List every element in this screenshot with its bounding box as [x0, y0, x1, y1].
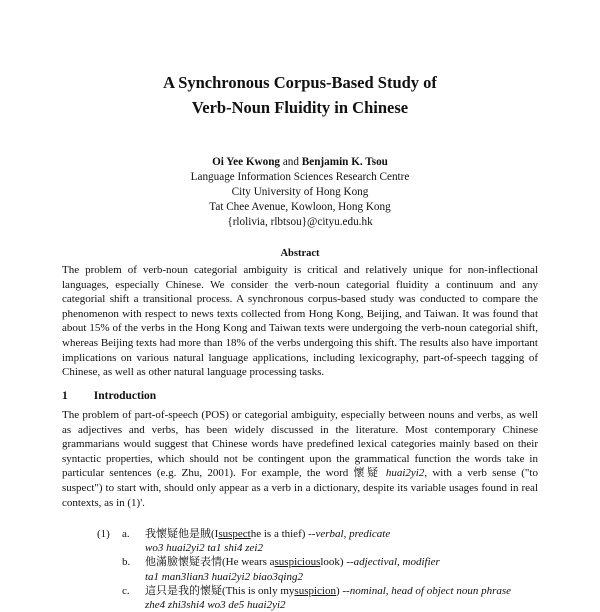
section-heading	[62, 390, 156, 402]
example-function: nominal, head of object noun phrase	[349, 584, 512, 597]
example-gloss-text: ) --	[335, 584, 350, 597]
introduction-text	[62, 408, 538, 510]
example-gloss-text: (This is only my	[222, 584, 295, 597]
example-gloss-text: he is a thief) --	[250, 528, 316, 540]
abstract-heading: Abstract	[280, 248, 320, 259]
intro-pinyin: huai2yi2	[385, 467, 425, 480]
example-item	[97, 527, 511, 541]
affiliation-line: Tat Chee Avenue, Kowloon, Hong Kong	[209, 201, 391, 213]
section-number: 1	[62, 390, 68, 402]
example-list	[97, 527, 511, 612]
example-letter: a.	[122, 528, 130, 540]
example-pinyin: ta1 man3lian3 huai2yi2 biao3qing2	[145, 570, 303, 583]
example-keyword: suspicion	[294, 584, 336, 597]
example-chinese: 我懷疑他是賊	[145, 528, 211, 540]
example-gloss-text: look) --	[320, 556, 354, 569]
paper-title-line-1: A Synchronous Corpus-Based Study of	[163, 73, 437, 92]
paper-title-line-2: Verb-Noun Fluidity in Chinese	[191, 98, 409, 117]
example-keyword: suspicious	[274, 556, 321, 569]
intro-text-part: , with a verb sense ("to suspect") to start with, should only appear as a verb in a dictionary, despite its variable usages found in real contexts, as in (1)'.	[62, 467, 538, 509]
example-letter: b.	[122, 556, 131, 569]
abstract-text: The problem of verb-noun categorial ambiguity is critical and relatively unique for non-inflectional languages, especially Chinese. We consider the verb-noun categorial fluidity a continuum and any categorial shift a transitional process. A synchronous corpus-based study was conducted to compare the phenomenon with respect to news texts collected from Hong Kong, Beijing, and Taiwan. It was found that about 15% of the verbs in the Hong Kong and Taiwan texts were undergoing the verb-noun categorial shift, whereas Beijing texts had more than 18% of the verbs undergoing this shift. The results also have important implications on various natural language applications, including lexicography, part-of-speech tagging of Chinese, as well as other natural language processing tasks.	[62, 264, 538, 379]
affiliation-line: City University of Hong Kong	[231, 186, 369, 198]
author-2: Benjamin K. Tsou	[301, 156, 388, 168]
section-title: Introduction	[93, 390, 157, 402]
example-function: adjectival, modifier	[353, 556, 440, 569]
example-pinyin: wo3 huai2yi2 ta1 shi4 zei2	[145, 542, 263, 555]
intro-text-part: The problem of part-of-speech (POS) or categorial ambiguity, especially between nouns and verbs, as well as adjectives and verbs, has been widely discussed in the literature. Most contemporary Chinese grammarians would suggest that Chinese words have predefined lexical categories mainly based on their syntactic properties, which should not be contingent upon the grammatical function the words take in particular sentences (e.g. Zhu, 2001). For example, the word 懷疑	[62, 409, 538, 480]
example-item	[97, 555, 511, 569]
example-number: (1)	[97, 528, 110, 540]
example-item	[97, 584, 511, 598]
authors-and: and	[280, 156, 302, 168]
example-gloss-text: (I	[211, 528, 219, 540]
example-letter: c.	[122, 584, 130, 597]
affiliation-line: Language Information Sciences Research Centre	[190, 171, 410, 183]
example-function: verbal, predicate	[315, 528, 391, 540]
example-gloss-text: (He wears a	[222, 556, 275, 569]
example-keyword: suspect	[218, 528, 251, 540]
author-1: Oi Yee Kwong	[212, 156, 281, 168]
author-emails: {rlolivia, rlbtsou}@cityu.edu.hk	[227, 216, 373, 228]
example-pinyin: zhe4 zhi3shi4 wo3 de5 huai2yi2	[145, 599, 286, 612]
example-chinese: 這只是我的懷疑	[145, 584, 222, 597]
example-chinese: 他滿臉懷疑表情	[145, 556, 222, 569]
authors	[0, 155, 600, 170]
